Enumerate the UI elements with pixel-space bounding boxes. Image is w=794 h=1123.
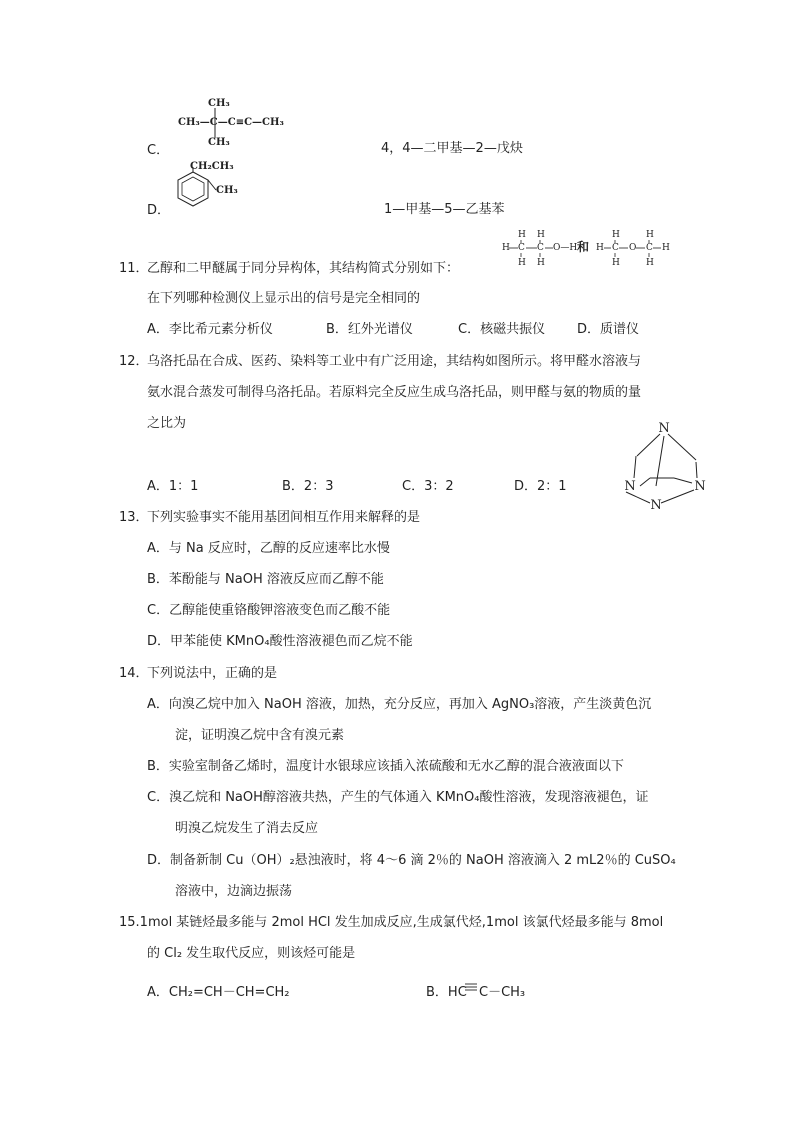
q11-line2: 在下列哪种检测仪上显示出的信号是完全相同的 <box>147 291 421 306</box>
q11-option-d: D．质谱仪 <box>577 322 640 337</box>
benzene-ring-icon <box>176 168 216 212</box>
conjunction-and: 和 <box>577 240 590 254</box>
q12-option-c: C．3：2 <box>402 479 454 494</box>
atom-c: C <box>612 243 619 253</box>
q15-option-a: A．CH₂=CH－CH=CH₂ <box>147 985 290 1000</box>
q13-option-c: C．乙醇能使重铬酸钾溶液变色而乙酸不能 <box>147 603 391 618</box>
q12-option-b: B．2：3 <box>282 479 334 494</box>
atom-h: H <box>537 230 545 240</box>
d-methyl-group: CH₃ <box>216 185 238 196</box>
atom-c: C <box>537 243 544 253</box>
option-c-label: C． <box>147 143 170 158</box>
q14-option-b: B．实验室制备乙烯时，温度计水银球应该插入浓硫酸和无水乙醇的混合液液面以下 <box>147 759 624 774</box>
q15-line2: 的 Cl₂ 发生取代反应，则该烃可能是 <box>147 946 356 961</box>
atom-c: C <box>518 243 525 253</box>
q11-option-a: A．李比希元素分析仪 <box>147 322 273 337</box>
atom-h: H <box>537 258 545 268</box>
q14-option-a-line1: A．向溴乙烷中加入 NaOH 溶液，加热，充分反应，再加入 AgNO₃溶液，产生淡黄色沉 <box>147 697 652 712</box>
q14-stem: 下列说法中，正确的是 <box>147 666 278 681</box>
atom-h: H <box>646 258 654 268</box>
nitrogen-atom-bottom: N <box>650 498 662 513</box>
q15-line1: 15.1mol 某链烃最多能与 2mol HCl 发生加成反应,生成氯代烃,1mol 该氯代烃最多能与 8mol <box>119 915 664 930</box>
q12-option-a: A．1：1 <box>147 479 199 494</box>
option-c-name: 4，4—二甲基—2—戊炔 <box>381 141 523 156</box>
q12-number: 12． <box>119 354 149 369</box>
c-top-methyl: CH₃ <box>208 98 230 109</box>
q13-stem: 下列实验事实不能用基团间相互作用来解释的是 <box>147 510 421 525</box>
urotropine-structure-diagram <box>614 420 724 520</box>
d-ethyl-group: CH₂CH₃ <box>190 161 234 172</box>
q12-line2: 氨水混合蒸发可制得乌洛托品。若原料完全反应生成乌洛托品，则甲醛与氨的物质的量 <box>147 385 642 400</box>
q13-number: 13． <box>119 510 149 525</box>
q11-stem: 乙醇和二甲醚属于同分异构体，其结构简式分别如下： <box>147 261 460 276</box>
ether-bonds <box>598 238 678 278</box>
q14-option-c-line1: C．溴乙烷和 NaOH醇溶液共热，产生的气体通入 KMnO₄酸性溶液，发现溶液褪色，证 <box>147 790 649 805</box>
q13-option-a: A．与 Na 反应时，乙醇的反应速率比水慢 <box>147 541 390 556</box>
atom-h: H <box>502 243 510 253</box>
atom-h: H <box>596 243 604 253</box>
atom-h: H <box>518 258 526 268</box>
ethanol-tail: O—H <box>553 243 578 253</box>
atom-h: H <box>646 230 654 240</box>
nitrogen-atom-left: N <box>624 479 636 494</box>
nitrogen-atom-right: N <box>694 479 706 494</box>
q14-number: 14． <box>119 666 149 681</box>
c-main-chain: CH₃—C—C≡C—CH₃ <box>178 117 284 128</box>
c-bottom-methyl: CH₃ <box>208 137 230 148</box>
q12-line3: 之比为 <box>147 416 187 431</box>
q14-option-c-line2: 明溴乙烷发生了消去反应 <box>175 821 319 836</box>
q14-option-d-line2: 溶液中，边滴边振荡 <box>175 884 293 899</box>
q12-option-d: D．2：1 <box>514 479 567 494</box>
option-d-label: D． <box>147 203 171 218</box>
q11-option-b: B．红外光谱仪 <box>326 322 413 337</box>
q14-option-d-line1: D．制备新制 Cu（OH）₂悬浊液时，将 4～6 滴 2％的 NaOH 溶液滴入 2 mL2％的 CuSO₄ <box>147 853 676 868</box>
q14-option-a-line2: 淀，证明溴乙烷中含有溴元素 <box>175 728 345 743</box>
q15-option-b-rest: C－CH₃ <box>479 985 526 1000</box>
atom-c: C <box>646 243 653 253</box>
q13-option-d: D．甲苯能使 KMnO₄酸性溶液褪色而乙烷不能 <box>147 634 413 649</box>
q11-option-c: C．核磁共振仪 <box>458 322 546 337</box>
atom-h: H <box>518 230 526 240</box>
atom-h: H <box>612 258 620 268</box>
q15-option-b-label: B．HC <box>426 985 467 1000</box>
atom-o: O <box>629 243 637 253</box>
nitrogen-atom-top: N <box>658 421 670 436</box>
atom-h: H <box>612 230 620 240</box>
q11-number: 11． <box>119 261 149 276</box>
triple-bond-icon <box>465 982 479 992</box>
option-d-name: 1—甲基—5—乙基苯 <box>384 202 505 217</box>
ethanol-bonds <box>505 238 565 278</box>
q12-line1: 乌洛托品在合成、医药、染料等工业中有广泛用途，其结构如图所示。将甲醛水溶液与 <box>147 354 642 369</box>
atom-h: H <box>662 243 670 253</box>
q13-option-b: B．苯酚能与 NaOH 溶液反应而乙醇不能 <box>147 572 384 587</box>
